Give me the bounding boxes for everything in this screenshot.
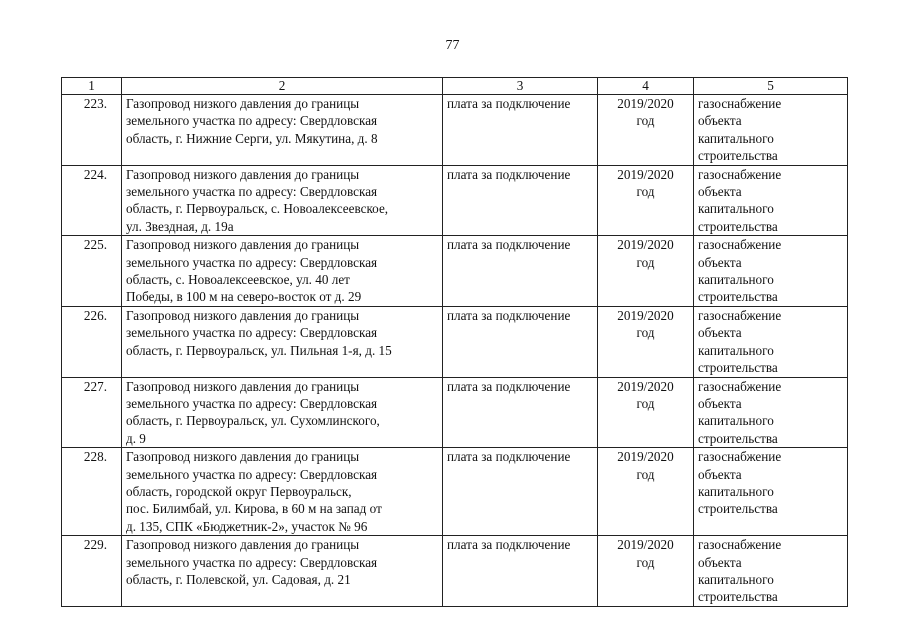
row-funding-source: плата за подключение	[443, 377, 598, 448]
table-row	[62, 377, 848, 448]
row-funding-source: плата за подключение	[443, 306, 598, 377]
table-row	[62, 306, 848, 377]
row-number: 227.	[62, 377, 122, 448]
row-period: 2019/2020 год	[598, 306, 694, 377]
row-description: Газопровод низкого давления до границы земельного участка по адресу: Свердловская область, г. Нижние Серги, ул. Мякутина, д. 8	[122, 95, 443, 166]
row-period: 2019/2020 год	[598, 236, 694, 307]
header-cell: 5	[694, 78, 848, 95]
row-description: Газопровод низкого давления до границы земельного участка по адресу: Свердловская область, г. Первоуральск, ул. Сухомлинского, д. 9	[122, 377, 443, 448]
table-row	[62, 448, 848, 536]
row-purpose: газоснабжение объекта капитального строительства	[694, 236, 848, 307]
row-period: 2019/2020 год	[598, 95, 694, 166]
row-purpose: газоснабжение объекта капитального строительства	[694, 536, 848, 607]
row-description: Газопровод низкого давления до границы земельного участка по адресу: Свердловская область, городской округ Первоуральск, пос. Билимбай, ул. Кирова, в 60 м на запад от д. 135, СПК «Бюджетник-2», участок № 96	[122, 448, 443, 536]
row-period: 2019/2020 год	[598, 536, 694, 607]
row-funding-source: плата за подключение	[443, 536, 598, 607]
row-number: 224.	[62, 165, 122, 236]
row-period: 2019/2020 год	[598, 448, 694, 536]
row-purpose: газоснабжение объекта капитального строительства	[694, 95, 848, 166]
row-number: 228.	[62, 448, 122, 536]
row-funding-source: плата за подключение	[443, 95, 598, 166]
row-purpose: газоснабжение объекта капитального строительства	[694, 377, 848, 448]
row-description: Газопровод низкого давления до границы земельного участка по адресу: Свердловская область, с. Новоалексеевское, ул. 40 лет Победы, в 100 м на северо-восток от д. 29	[122, 236, 443, 307]
row-purpose: газоснабжение объекта капитального строительства	[694, 165, 848, 236]
row-description: Газопровод низкого давления до границы земельного участка по адресу: Свердловская область, г. Первоуральск, с. Новоалексеевское, ул. Звездная, д. 19а	[122, 165, 443, 236]
row-purpose: газоснабжение объекта капитального строительства	[694, 448, 848, 536]
row-description: Газопровод низкого давления до границы земельного участка по адресу: Свердловская область, г. Полевской, ул. Садовая, д. 21	[122, 536, 443, 607]
table-header-row	[62, 78, 848, 95]
row-description: Газопровод низкого давления до границы земельного участка по адресу: Свердловская область, г. Первоуральск, ул. Пильная 1-я, д. 15	[122, 306, 443, 377]
data-table	[61, 77, 848, 607]
page-number: 77	[445, 38, 460, 53]
row-number: 229.	[62, 536, 122, 607]
table-row	[62, 236, 848, 307]
table-row	[62, 95, 848, 166]
row-number: 225.	[62, 236, 122, 307]
row-funding-source: плата за подключение	[443, 165, 598, 236]
header-cell: 4	[598, 78, 694, 95]
row-number: 226.	[62, 306, 122, 377]
row-funding-source: плата за подключение	[443, 448, 598, 536]
table-row	[62, 165, 848, 236]
header-cell: 1	[62, 78, 122, 95]
row-funding-source: плата за подключение	[443, 236, 598, 307]
header-cell: 2	[122, 78, 443, 95]
table-row	[62, 536, 848, 607]
row-number: 223.	[62, 95, 122, 166]
row-period: 2019/2020 год	[598, 377, 694, 448]
header-cell: 3	[443, 78, 598, 95]
row-period: 2019/2020 год	[598, 165, 694, 236]
row-purpose: газоснабжение объекта капитального строительства	[694, 306, 848, 377]
